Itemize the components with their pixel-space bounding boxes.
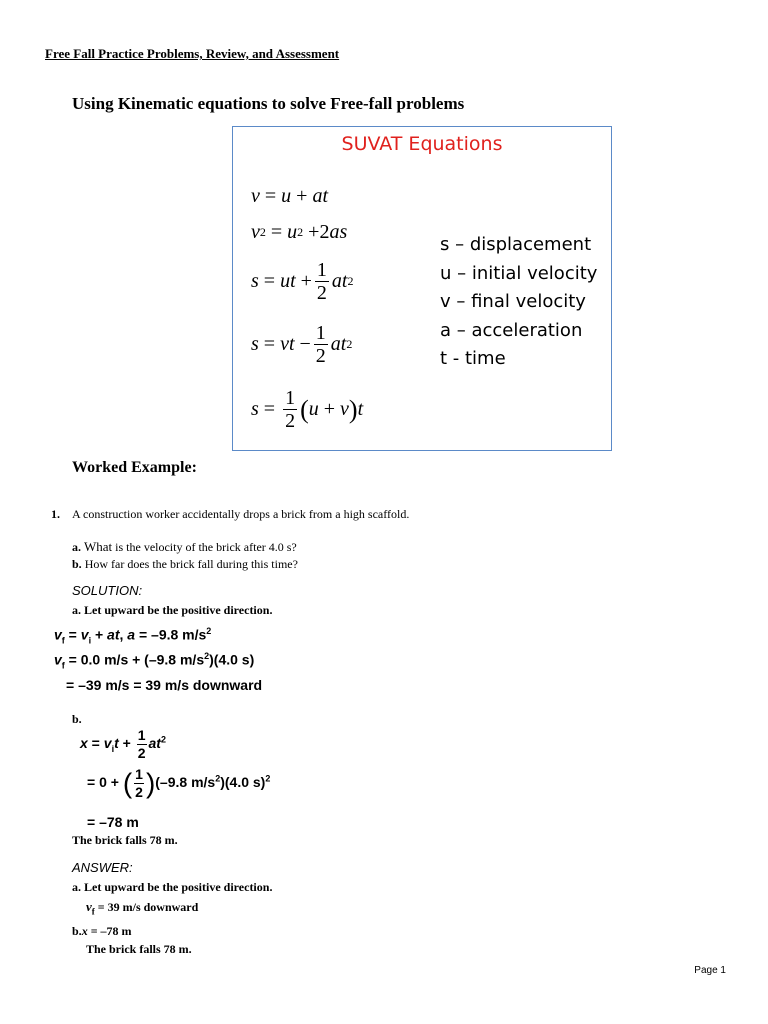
solution-a-equation-2: $v_f = 0.0$ m/s + (–9.8 $m/s^2)(4.0$ s) — [54, 651, 255, 671]
worked-example-heading: Worked Example: — [72, 459, 197, 476]
part-a-question — [72, 539, 297, 555]
legend-acceleration: a – acceleration — [440, 319, 583, 341]
answer-b-label: b. — [72, 924, 82, 938]
answer-label: ANSWER: — [72, 860, 133, 875]
solution-a-direction: a. Let upward be the positive direction. — [72, 603, 273, 617]
problem-text: A construction worker accidentally drops a brick from a high scaffold. — [72, 507, 410, 521]
solution-b-result: The brick falls 78 m. — [72, 833, 178, 847]
suvat-equations-box — [232, 126, 612, 451]
part-a-text: is the velocity of the brick after 4.0 s? — [115, 540, 297, 554]
equation-1: v = u + at — [251, 185, 329, 207]
part-b-label: b. — [72, 557, 82, 571]
solution-b-equation-3: = –78 m — [87, 814, 139, 830]
answer-b-result: The brick falls 78 m. — [86, 942, 192, 956]
equation-4: s = vt − $\frac{1}{2}$ at 2 — [251, 322, 353, 367]
problem-number: 1. — [51, 507, 60, 521]
equation-2: v 2 = u 2 +2 as — [251, 221, 348, 243]
answer-a-direction: a. Let upward be the positive direction. — [72, 880, 273, 894]
part-b-question — [72, 557, 298, 572]
solution-label: SOLUTION: — [72, 583, 143, 598]
answer-b-value: b.x = –78 m — [72, 924, 132, 938]
part-a-label: a. — [72, 540, 81, 554]
part-a-text-lead: What — [84, 539, 113, 554]
legend-final-velocity: v – final velocity — [440, 291, 586, 312]
section-heading: Using Kinematic equations to solve Free-fall problems — [72, 94, 465, 113]
legend-displacement: s – displacement — [440, 234, 592, 255]
solution-b-equation-1: $x = v_it$ + $\frac{1}{2}$ $at^2$ — [80, 727, 166, 761]
document-title: Free Fall Practice Problems, Review, and Assessment — [45, 46, 340, 61]
page-number: Page 1 — [694, 965, 726, 976]
solution-b-equation-2: = 0 + ( $\frac{1}{2}$ )(–9.8 $m/s^2)(4.0$ s)$^2$ — [87, 766, 271, 800]
legend-initial-velocity: u – initial velocity — [440, 262, 598, 284]
solution-a-equation-3: = –39 m/s = 39 m/s downward — [66, 677, 263, 693]
answer-b-value-text: = –78 m — [90, 924, 132, 938]
solution-b-label: b. — [72, 712, 82, 726]
suvat-title: SUVAT Equations — [341, 133, 503, 155]
equation-3: s = ut + $\frac{1}{2}$ at 2 — [251, 259, 354, 304]
legend-time: t - time — [440, 348, 506, 369]
answer-a-value: $v_f = 39$ m/s downward — [86, 899, 199, 917]
equation-5: s = $\frac{1}{2}$ ( u + v ) t — [251, 387, 364, 432]
part-b-text: How far does the brick fall during this time? — [84, 557, 298, 571]
solution-a-equation-1: $v_f = v_i$ + at, a = –9.8 $m/s^2$ — [54, 626, 212, 646]
answer-a-value-text: = 39 m/s downward — [97, 900, 199, 914]
variable-legend — [440, 231, 597, 374]
